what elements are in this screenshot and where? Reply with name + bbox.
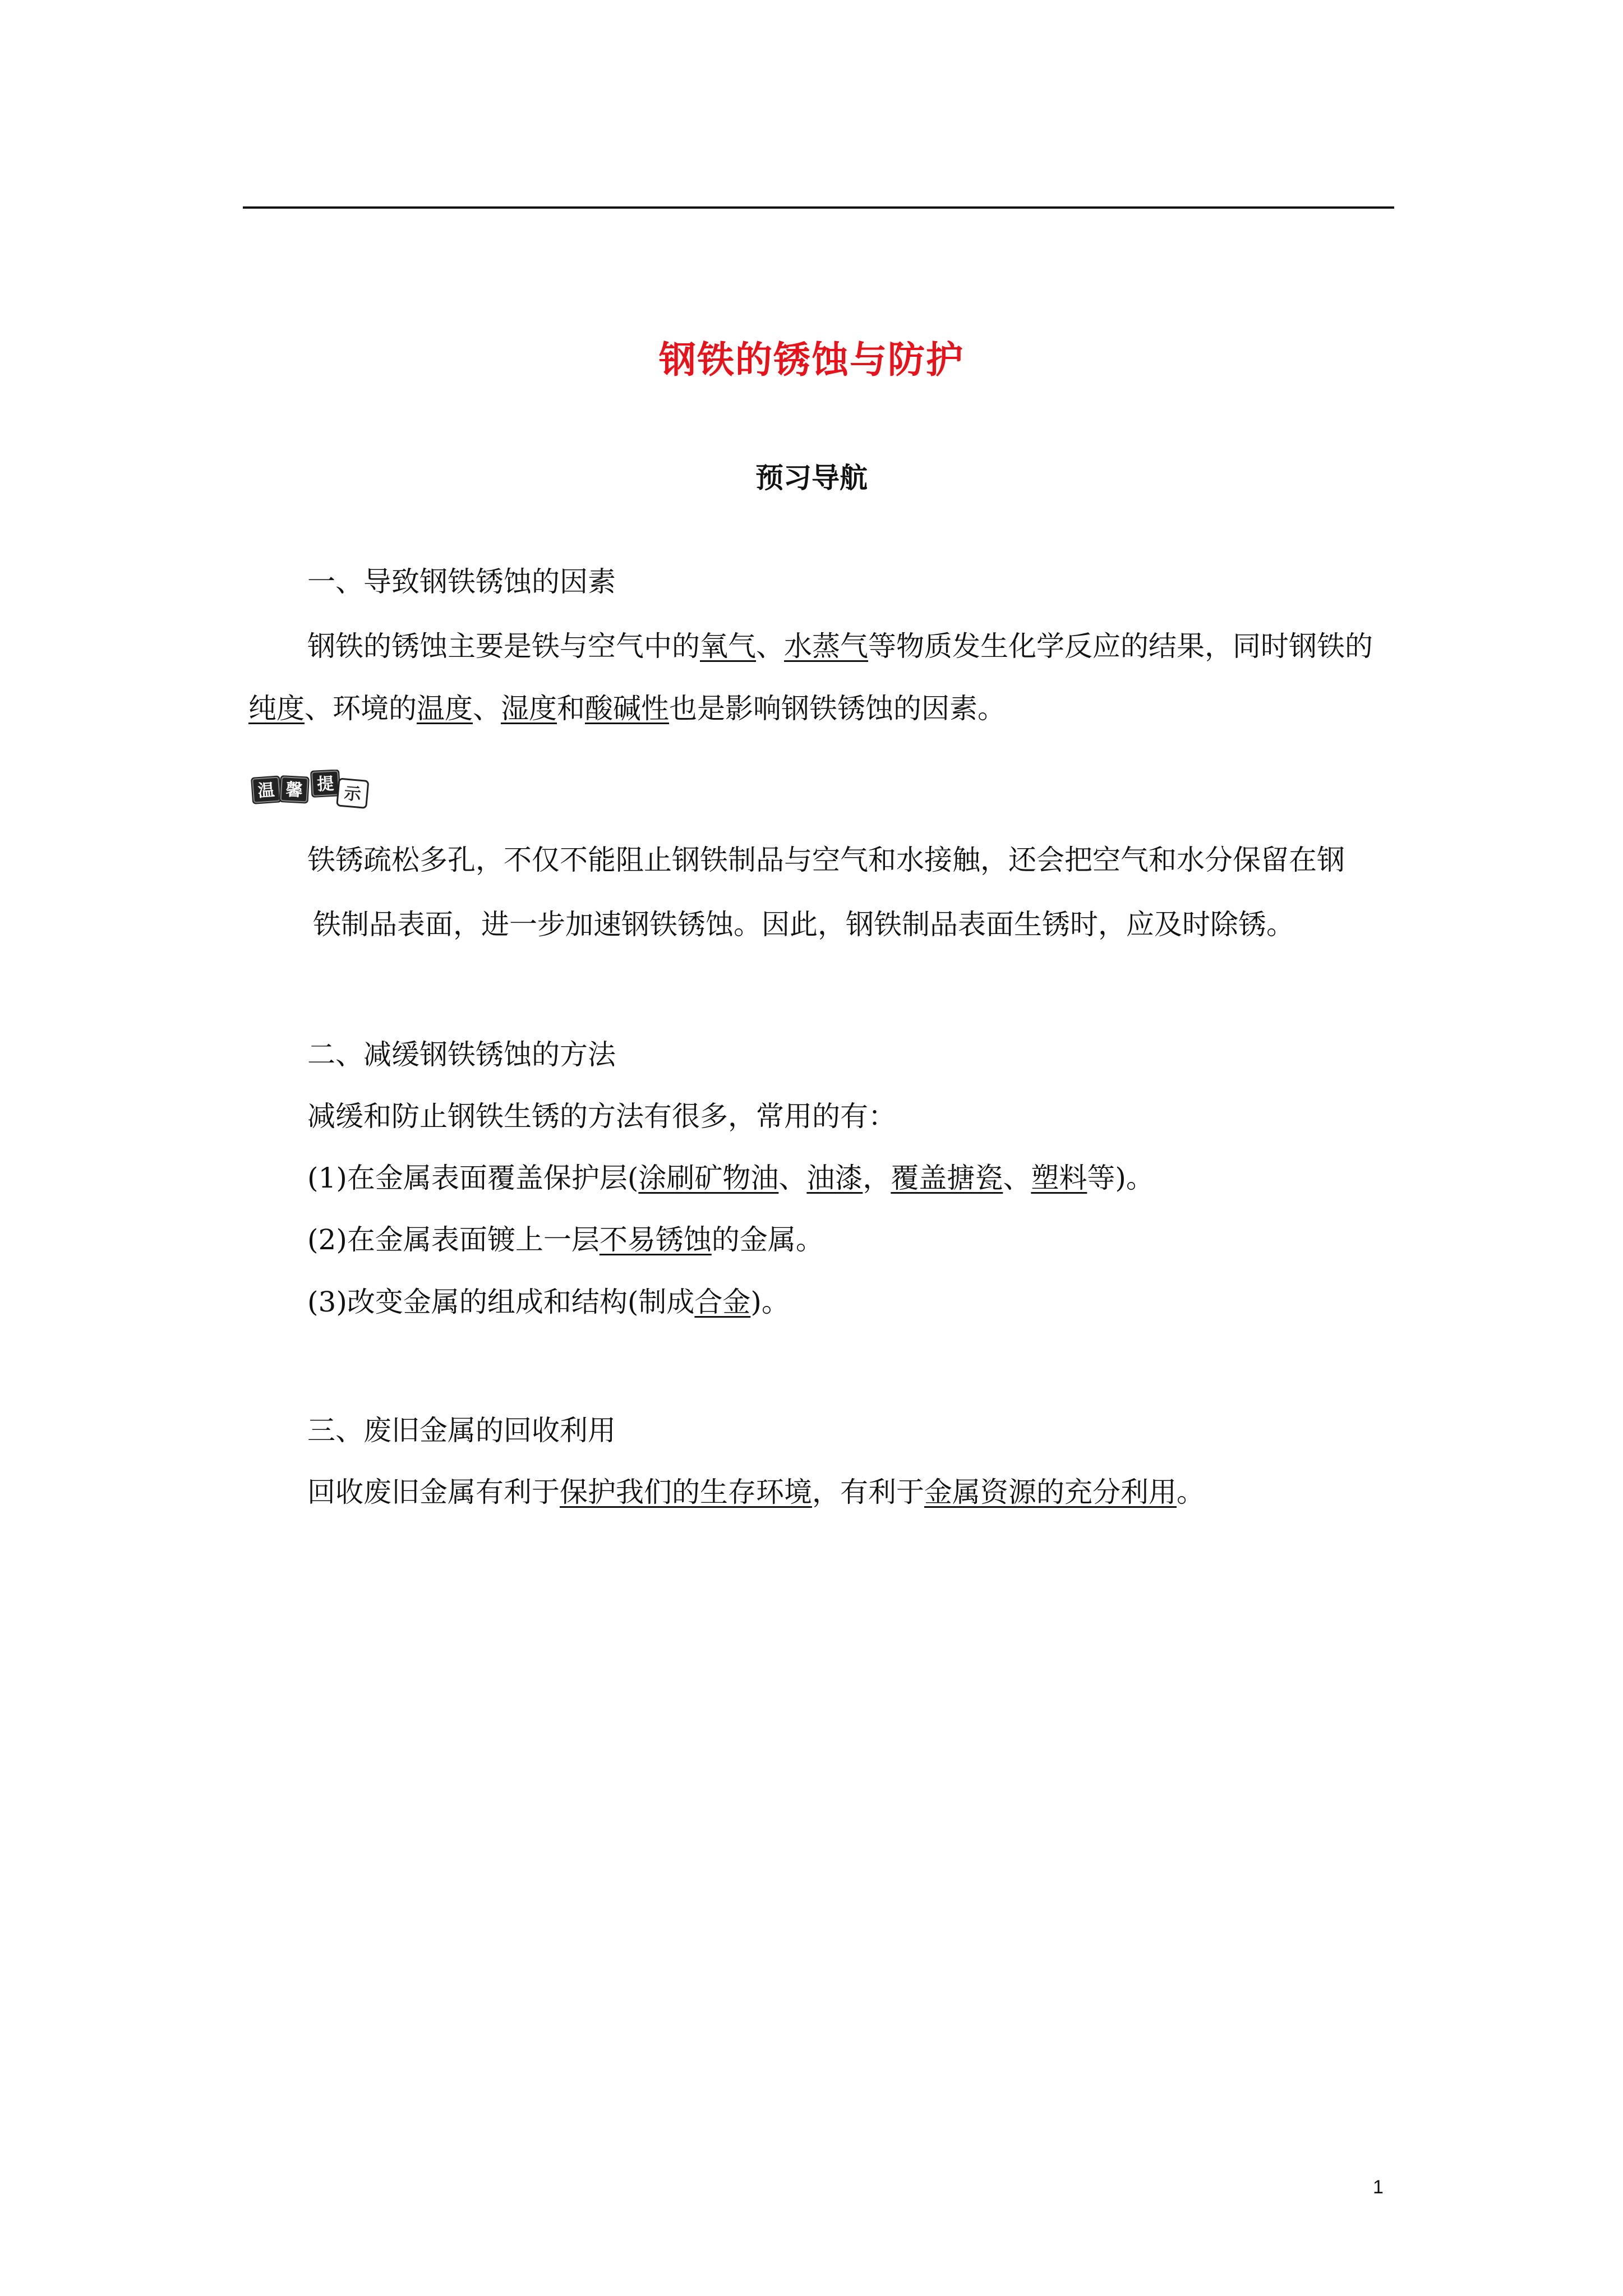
text-run: 、	[1003, 1162, 1031, 1194]
answer-oxygen: 氧气	[700, 630, 756, 662]
tips-char-1: 温	[257, 780, 275, 802]
text-run: 、环境的	[305, 692, 417, 725]
answer-water-vapor: 水蒸气	[784, 630, 868, 662]
section2-item1	[307, 1161, 1154, 1195]
document-title: 钢铁的锈蚀与防护	[659, 338, 964, 381]
section2-intro: 减缓和防止钢铁生锈的方法有很多，常用的有：	[307, 1100, 896, 1133]
section1-paragraph-line2	[248, 692, 1006, 725]
answer-plastic: 塑料	[1031, 1162, 1087, 1194]
text-run: 的金属。	[711, 1223, 824, 1256]
text-run: ，有利于	[812, 1476, 924, 1508]
section3-paragraph	[307, 1475, 1205, 1509]
section2-item2	[307, 1223, 824, 1257]
answer-protect-environment: 保护我们的生存环境	[560, 1476, 812, 1508]
answer-acidity: 酸碱性	[585, 692, 669, 725]
answer-temperature: 温度	[417, 692, 473, 725]
text-run: 、	[473, 692, 501, 725]
tips-char-3: 提	[316, 774, 335, 795]
header-rule	[243, 206, 1394, 209]
section2-heading: 二、减缓钢铁锈蚀的方法	[307, 1038, 616, 1071]
answer-corrosion-resistant: 不易锈蚀	[599, 1223, 712, 1256]
section3-heading: 三、废旧金属的回收利用	[307, 1414, 616, 1447]
text-run: 和	[557, 692, 585, 725]
text-run: )。	[750, 1286, 790, 1318]
answer-alloy: 合金	[694, 1286, 751, 1318]
text-run: 回收废旧金属有利于	[307, 1476, 560, 1508]
tips-char-4: 示	[343, 783, 362, 805]
text-run: (2)在金属表面镀上一层	[307, 1223, 600, 1256]
section1-paragraph-line1	[307, 629, 1373, 663]
text-run: 等)。	[1087, 1162, 1154, 1194]
answer-purity: 纯度	[248, 692, 305, 725]
tip-line1: 铁锈疏松多孔，不仅不能阻止钢铁制品与空气和水接触，还会把空气和水分保留在钢	[307, 844, 1345, 876]
text-run: (1)在金属表面覆盖保护层(	[307, 1162, 639, 1194]
text-run: ，	[863, 1162, 891, 1194]
section2-item3	[307, 1285, 790, 1319]
text-run: 、	[778, 1162, 807, 1194]
text-run: 也是影响钢铁锈蚀的因素。	[669, 692, 1006, 725]
text-run: 、	[756, 630, 784, 662]
tip-line2: 铁制品表面，进一步加速钢铁锈蚀。因此，钢铁制品表面生锈时，应及时除锈。	[313, 908, 1294, 941]
answer-paint: 油漆	[806, 1162, 863, 1194]
text-run: 钢铁的锈蚀主要是铁与空气中的	[307, 630, 700, 662]
page-number: 1	[1373, 2177, 1384, 2198]
text-run: 。	[1177, 1476, 1205, 1508]
answer-enamel: 覆盖搪瓷	[891, 1162, 1003, 1194]
answer-mineral-oil: 涂刷矿物油	[638, 1162, 779, 1194]
tips-badge-icon	[250, 770, 373, 810]
text-run: (3)改变金属的组成和结构(制成	[307, 1286, 695, 1318]
section1-heading: 一、导致钢铁锈蚀的因素	[307, 565, 616, 598]
section-subtitle: 预习导航	[755, 462, 868, 494]
answer-resource-utilization: 金属资源的充分利用	[924, 1476, 1177, 1508]
tips-char-2: 馨	[285, 780, 303, 801]
text-run: 等物质发生化学反应的结果，同时钢铁的	[868, 630, 1373, 662]
answer-humidity: 湿度	[501, 692, 557, 725]
